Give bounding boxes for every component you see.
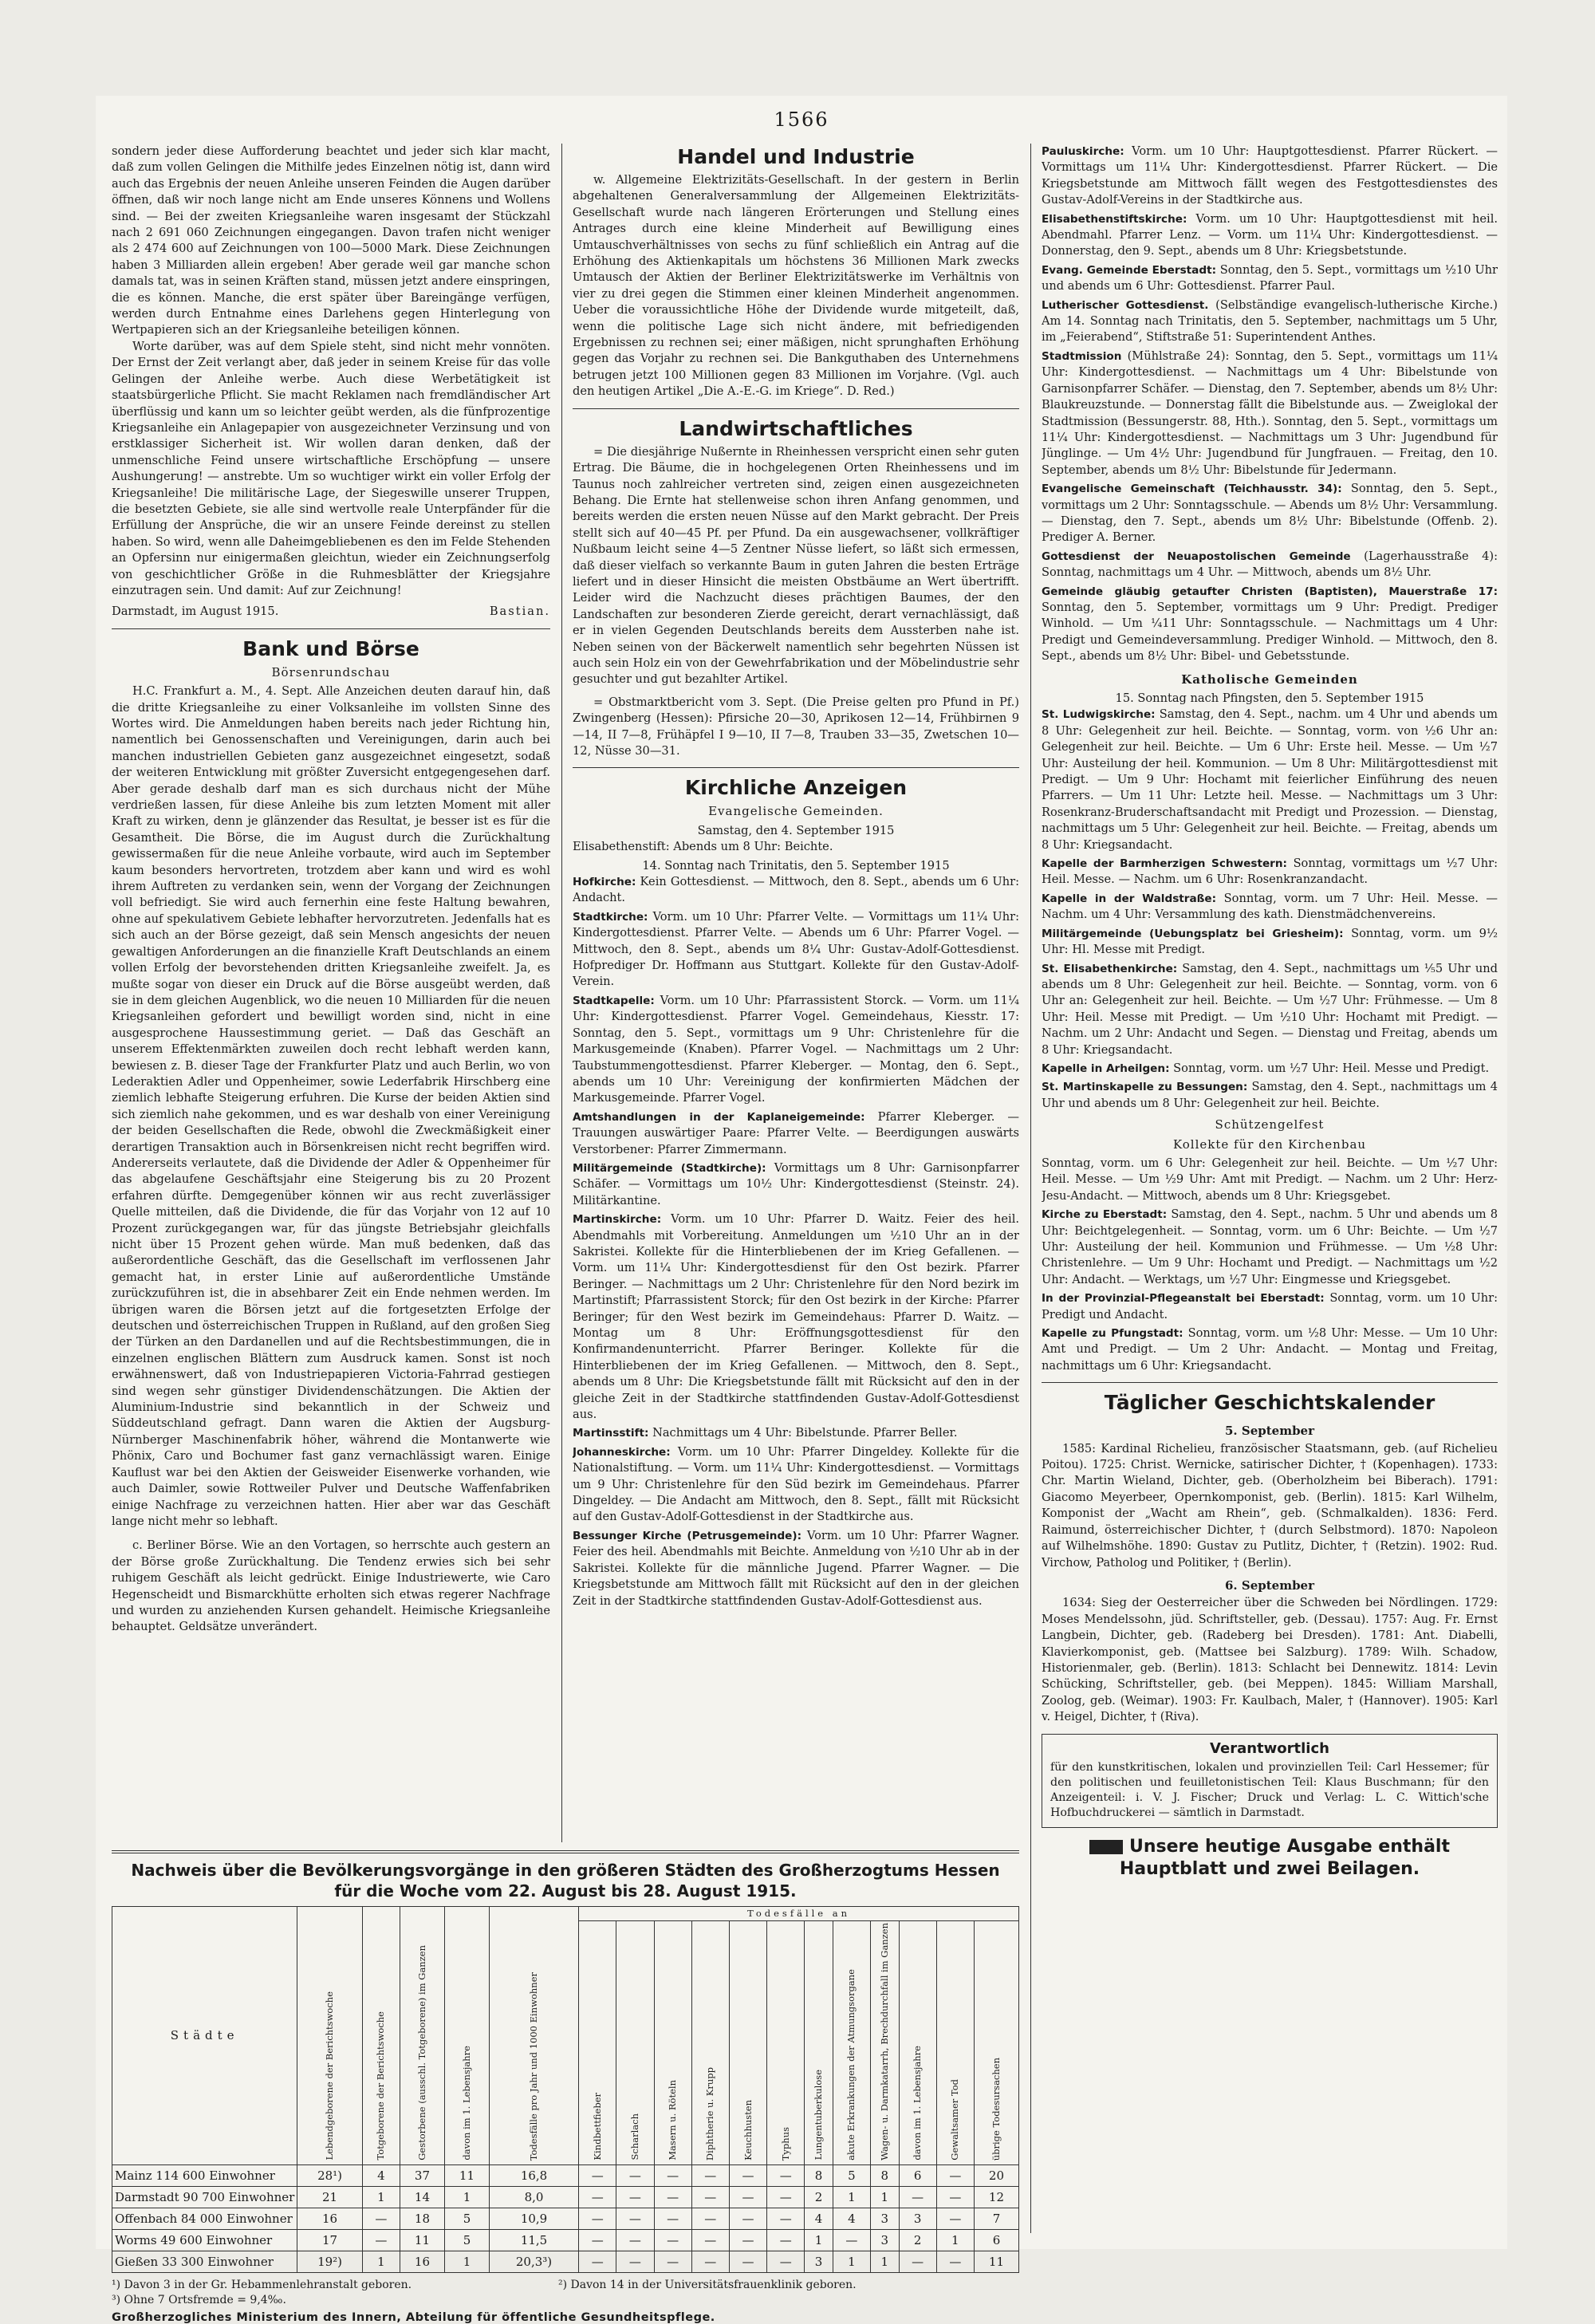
service-entry	[1042, 1061, 1498, 1077]
church-name: Evangelische Gemeinschaft (Teichhausstr. 34):	[1042, 483, 1342, 496]
value-cell: 4	[805, 2208, 833, 2229]
value-cell: 1	[833, 2251, 870, 2272]
service-text: Sonntag, den 5. Sept., vormittags um ½10 Uhr und abends um 6 Uhr: Gottesdienst. Pfarrer Paul.	[1042, 262, 1498, 293]
section-title-bank: Bank und Börse	[242, 636, 419, 660]
table-row	[112, 2229, 1019, 2251]
value-cell: 18	[400, 2208, 444, 2229]
city-cell: Darmstadt 90 700 Einwohner	[112, 2186, 297, 2208]
article-paragraph: H.C. Frankfurt a. M., 4. Sept. Alle Anzeichen deuten darauf hin, daß die dritte Kriegsanleihe zu einer Volksanleihe im vollsten Sinne des Wortes wird. Die Anmeldungen haben bereits nach jeder Richtung hin, namentlich bei Genossenschaften und Vereinigungen, darin auch bei manchen industriellen Gebieten ganz ausgezeichnet eingesetzt, sodaß der weiteren Entwicklung mit größter Zuversicht entgegengesehen darf. Aber gerade deshalb darf man es sich durchaus nicht der Mühe verdrießen lassen, für diese Anleihe bis zum letzten Moment mit aller Kraft zu wirken, denn je glänzender das Resultat, je besser ist es für die Gesamtheit. Die Börse, die im August durch die Zurückhaltung gewissermaßen für die neue Anleihe vorbaute, wird auch im September kaum besonders hervortreten, trotzdem aber kann und wird es wohl ihrem Auftreten zu verdanken sein, wenn der Vorgang der Zeichnungen voll befriedigt. Sie wird auch fernerhin eine feste Haltung bewahren, ohne auf spekulativem Gebiete lebhafter hervorzutreten. Jedenfalls hat es sich auch an der Börse gezeigt, daß sein Mensch angesichts der neuen gewaltigen Anforderungen an die finanzielle Kraft Deutschlands an einem vollen Erfolg der bevorstehenden dritten Kriegsanleihe zweifelt. Ja, es mußte sogar von dieser ein Druck auf die Börse ausgeübt werden, daß sie in dem gleichen Augenblick, wo die neuen 10 Milliarden für die neuen Kriegsanleihen gefordert und bewilligt worden sind, nicht in eine ausgesprochene Haussestimmung geriet. — Daß das Geschäft an unserem Effektenmärkten zuweilen doch recht lebhaft werden kann, bewiesen z. B. dieser Tage der Frankfurter Platz und auch Berlin, wo von Lederaktien Adler und Oppenheimer, sowie Lederfabrik Hirschberg eine ziemlich lebhafte Steigerung erfuhren. Die Kurse der beiden Aktien sind sich ziemlich nahe gekommen, und es war deshalb von einer Vereinigung der beiden Gesellschaften die Rede, obwohl die Zweckmäßigkeit einer derartigen Transaktion auch in Börsenkreisen nicht recht begriffen wird. Andererseits verlautete, daß die Dividende der Adler & Oppenheimer für das abgelaufene Geschäftsjahr eine Steigerung bis zu 20 Prozent erfahren dürfte. Demgegenüber können wir aus recht zuverlässiger Quelle mitteilen, daß die Dividende, die für das Vorjahr von 12 auf 10 Prozent zurückgegangen war, für das jüngste Betriebsjahr gleichfalls nicht über 15 Prozent gehen würde. Man muß bedenken, daß das außerordentliche Geschäft, das die Gesellschaft im verflossenen Jahr gemacht hat, in erster Linie auf außerordentliche Umstände zurückzuführen ist, die in absehbarer Zeit ein Ende nehmen werden. Im übrigen waren die Börsen jetzt auf die fortgesetzten Erfolge der deutschen und österreichischen Truppen in Rußland, auf den großen Sieg der Türken an den Dardanellen und auf die Rechtsbestimmungen, die in einzelnen englischen Blättern zum Ausdruck kamen. Sonst ist noch erwähnenswert, daß von Industriepapieren Victoria-Fahrrad gestiegen sind wegen sehr günstiger Dividendenschätzungen. Die Aktien der Aluminium-Industrie sind bekanntlich in der Schweiz und Süddeutschland gefragt. Dann waren die Aktien der Augsburg-Nürnberger Maschinenfabrik höher, während die Montanwerte wie Phönix, Caro und Bochumer fast ganz vernachlässigt waren. Einige Kauflust war bei den Aktien der Geisweider Eisenwerke vorhanden, wie auch Daimler, sowie Rottweiler Pulver und Deutsche Waffenfabriken einige Nachfrage zu verzeichnen hatten. Hier aber war das Geschäft lange nicht mehr so lebhaft.	[112, 684, 550, 1528]
service-text: Samstag, den 4. Sept., nachmittags um ⅕5 Uhr und abends um 8 Uhr: Gelegenheit zur heil. Beichte. — Sonntag, vorm. von 6 Uhr an: Gelegenheit zur heil. Beichte. — Um ½7 Uhr: Frühmesse. — Um 8 Uhr: Heil. Messe mit Predigt. — Um ½10 Uhr: Hochamt mit Predigt. — Nachm. um 2 Uhr: Andacht und Segen. — Dienstag und Freitag, abends um 8 Uhr: Kriegsandacht.	[1042, 961, 1498, 1057]
service-entry: Sonntag, vorm. um 6 Uhr: Gelegenheit zur heil. Beichte. — Um ½7 Uhr: Heil. Messe. — Um ½9 Uhr: Amt mit Predigt. — Nachm. um 2 Uhr: Herz-Jesu-Andacht. — Mittwoch, abends um 8 Uhr: Kriegsgebet.	[1042, 1156, 1498, 1203]
city-cell: Mainz 114 600 Einwohner	[112, 2164, 297, 2186]
value-cell: 5	[833, 2164, 870, 2186]
column-header: Diphtherie u. Krupp	[691, 1921, 729, 2165]
responsible-box	[1042, 1734, 1498, 1828]
service-text: Vorm. um 10 Uhr: Pfarrer Velte. — Vormittags um 11¼ Uhr: Kindergottesdienst. Pfarrer Velte. — Abends um 6 Uhr: Pfarrer Vogel. — Mittwoch, den 8. Sept., abends um 8¼ Uhr: Gustav-Adolf-Gottesdienst. Hofprediger Dr. Hoffmann aus Stuttgart. Kollekte für den Gustav-Adolf-Verein.	[573, 909, 1019, 989]
column-header: Gewaltsamer Tod	[936, 1921, 974, 2165]
value-cell: —	[616, 2186, 654, 2208]
value-cell: —	[616, 2229, 654, 2251]
value-cell: —	[767, 2164, 805, 2186]
divider	[573, 767, 1019, 768]
column-group-header: Todesfälle an	[579, 1907, 1019, 1921]
value-cell: 1	[805, 2229, 833, 2251]
column-header: Masern u. Röteln	[654, 1921, 691, 2165]
column-header: Todesfälle pro Jahr und 1000 Einwohner	[489, 1907, 578, 2165]
value-cell: —	[833, 2229, 870, 2251]
value-cell: —	[936, 2186, 974, 2208]
city-cell: Offenbach 84 000 Einwohner	[112, 2208, 297, 2229]
byline-author: Bastian.	[489, 605, 550, 619]
service-text: Vorm. um 10 Uhr: Pfarrassistent Storck. — Vorm. um 11¼ Uhr: Kindergottesdienst. Pfarrer Vogel. Gemeindehaus, Kiesstr. 17: Sonntag, den 5. Sept., vormittags um 9 Uhr: Christenlehre für die Markusgemeinde (Knaben). Pfarrer Vogel. — Nachmittags um 2 Uhr: Taubstummengottesdienst. Pfarrer Kleberger. — Montag, den 6. Sept., abends um 10 Uhr: Vereinigung der konfirmierten Mädchen der Markusgemeinde. Pfarrer Vogel.	[573, 993, 1019, 1105]
church-entries	[1042, 144, 1498, 665]
service-entry	[573, 1160, 1019, 1209]
church-name: Lutherischer Gottesdienst.	[1042, 298, 1209, 312]
service-text: Vormittags um 8 Uhr: Garnisonpfarrer Schäfer. — Vormittags um 10½ Uhr: Kindergottesdienst (Steinstr. 24). Militärkantine.	[573, 1160, 1019, 1207]
value-cell: —	[691, 2164, 729, 2186]
footnote: ³) Ohne 7 Ortsfremde = 9,4‰.	[112, 2293, 286, 2306]
value-cell: 16	[297, 2208, 362, 2229]
footnote: ²) Davon 14 in der Universitätsfrauenklinik geboren.	[558, 2278, 857, 2291]
service-entry	[1042, 481, 1498, 546]
church-name: Evang. Gemeinde Eberstadt:	[1042, 263, 1217, 277]
service-text: Sonntag, vorm. um ½8 Uhr: Messe. — Um 10 Uhr: Amt und Predigt. — Um 2 Uhr: Andacht. — Montag und Freitag, nachmittags um 6 Uhr: Kriegsandacht.	[1042, 1326, 1498, 1373]
service-text: Kein Gottesdienst. — Mittwoch, den 8. Sept., abends um 6 Uhr: Andacht.	[573, 875, 1019, 905]
value-cell: —	[654, 2229, 691, 2251]
service-text: Sonntag, vorm. um 9½ Uhr: Hl. Messe mit Predigt.	[1042, 926, 1498, 957]
calendar-text: 1634: Sieg der Oesterreicher über die Schweden bei Nördlingen. 1729: Moses Mendelssohn, jüd. Schriftsteller, geb. (Dessau). 1757: Aug. Fr. Ernst Langbein, Dichter, geb. (Radeberg bei Dresden). 1781: Ant. Diabelli, Klavierkomponist, geb. (Mattsee bei Salzburg). 1789: Wilh. Schadow, Historienmaler, geb. (Berlin). 1813: Schlacht bei Dennewitz. 1814: Levin Schücking, Schriftsteller, geb. (bei Meppen). 1845: William Marshall, Zoolog, geb. (Weimar). 1903: Fr. Kaulbach, Maler, † (Hannover). 1905: Karl v. Heigel, Dichter, † (Riva).	[1042, 1596, 1498, 1724]
calendar-date: 5. September	[1224, 1424, 1315, 1439]
article-paragraph: Worte darüber, was auf dem Spiele steht, sind nicht mehr vonnöten. Der Ernst der Zeit verlangt aber, daß jeder in seinem Kreise für das volle Gelingen der Anleihe werbe. Auch diese Werbetätigkeit ist staatsbürgerliche Pflicht. Sie macht Reklamen nach fremdländischer Art überflüssig und kann um so leichter geübt werden, als die fünfprozentige Kriegsanleihe ein Anlagepapier von ausgezeichneter Verzinsung und von erstklassiger Sicherheit ist. Wir wollen daran denken, daß der unmenschliche Feind unsere wirtschaftliche Erschöpfung — unsere Aushungerung! — anstrebte. Um so wuchtiger wirkt ein voller Erfolg der Kriegsanleihe! Die militärische Lage, der Siegeswille unserer Truppen, die besetzten Gebiete, sie alle sind wertvolle reale Unterpfänder für die Erfüllung der Ansprüche, die wir an unsere Feinde dereinst zu stellen haben. So wird, wenn alle Daheimgebliebenen es den im Felde Stehenden an Opfersinn nur einigermaßen gleichtun, wieder ein Zeichnungserfolg von geschichtlicher Größe in die Ruhmesblätter der Kriegsjahre einzutragen sein. Und damit: Auf zur Zeichnung!	[112, 339, 550, 597]
service-text: Samstag, den 4. Sept., nachm. 5 Uhr und abends um 8 Uhr: Beichtgelegenheit. — Sonntag, vorm. um 6 Uhr: Beichte. — Um ½7 Uhr: Austeilung der heil. Kommunion und Frühmesse. — Um ½8 Uhr: Christenlehre. — Um 9 Uhr: Hochamt und Predigt. — Nachmittags um ½2 Uhr: Andacht. — Werktags, um ½7 Uhr: Eingmesse und Kriegsgebet.	[1042, 1207, 1498, 1286]
service-entry	[573, 1444, 1019, 1526]
value-cell: 5	[444, 2229, 489, 2251]
value-cell: —	[691, 2251, 729, 2272]
church-name: Martinskirche:	[573, 1213, 662, 1227]
service-text: Sonntag, vorm. um ½7 Uhr: Heil. Messe und Predigt.	[1173, 1061, 1490, 1075]
church-entries	[1042, 707, 1498, 1112]
column-header: Lebendgeborene der Berichtswoche	[297, 1907, 362, 2165]
service-text: Vorm. um 10 Uhr: Pfarrer D. Waitz. Feier des heil. Abendmahls mit Vorbereitung. Anmeldungen um ½10 Uhr an in der Sakristei. Kollekte für die Hinterbliebenen der im Krieg Gefallenen. — Vorm. um 11¼ Uhr: Kindergottesdienst für den Ost bezirk. Pfarrer Beringer. — Nachmittags um 2 Uhr: Christenlehre für den Nord bezirk im Martinstift; Pfarrassistent Storck; für den Ost bezirk in der Kirche: Pfarrer Beringer; für den West bezirk im Gemeindehaus: Pfarrer D. Waitz. — Montag um 8 Uhr: Eröffnungsgottesdienst für den Konfirmandenunterricht. Pfarrer Beringer. Kollekte für die Hinterbliebenen der im Krieg Gefallenen. — Mittwoch, den 8. Sept., abends um 8 Uhr: Die Kriegsbetstunde fällt mit Rücksicht auf den in der gleiche Zeit in der Stadtkirche stattfindenden Gustav-Adolf-Gottesdienst aus.	[573, 1212, 1019, 1422]
value-cell: —	[729, 2208, 766, 2229]
newspaper-page	[96, 96, 1507, 2324]
value-cell: —	[691, 2186, 729, 2208]
divider	[112, 1850, 1019, 1853]
column-header: davon im 1. Lebensjahre	[899, 1921, 936, 2165]
column-rule	[561, 144, 562, 1842]
value-cell: 6	[899, 2164, 936, 2186]
service-text: (Mühlstraße 24): Sonntag, den 5. Sept., vormittags um 11¼ Uhr: Kindergottesdienst. — Nachmittags um 4 Uhr: Bibelstunde von Garnisonpfarrer Schäfer. — Dienstag, den 7. September, abends um 8½ Uhr: Blaukreuzstunde. — Donnerstag fällt die Bibelstunde aus. — Zweiglokal der Stadtmission (Bessungerstr. 88, Hth.). Sonntag, den 5. Sept., vormittags um 11¼ Uhr: Kindergottesdienst. — Nachmittags um 3 Uhr: Jugendbund für Jünglinge. — Um 4½ Uhr: Jugendbund für Jungfrauen. — Freitag, den 10. September, abends um 8½ Uhr: Bibelstunde für Jedermann.	[1042, 349, 1498, 477]
church-name: St. Elisabethenkirche:	[1042, 962, 1178, 975]
church-name: Gottesdienst der Neuapostolischen Gemeinde	[1042, 549, 1351, 563]
edition-notice	[1042, 1836, 1498, 1881]
value-cell: 3	[805, 2251, 833, 2272]
service-text: Nachmittags um 4 Uhr: Bibelstunde. Pfarrer Beller.	[652, 1426, 958, 1440]
section-title-handel: Handel und Industrie	[677, 145, 915, 168]
divider	[573, 408, 1019, 409]
value-cell: —	[362, 2208, 400, 2229]
service-entry	[1042, 856, 1498, 888]
service-text: Sonntag, vormittags um ½7 Uhr: Heil. Messe. — Nachm. um 6 Uhr: Rosenkranzandacht.	[1042, 857, 1498, 887]
value-cell: 3	[871, 2229, 900, 2251]
table-row	[112, 2164, 1019, 2186]
value-cell: 7	[974, 2208, 1018, 2229]
responsible-text: für den kunstkritischen, lokalen und provinziellen Teil: Carl Hessemer; für den politischen und feuilletonistischen Teil: Klaus Buschmann; für den Anzeigenteil: i. V. J. Fischer; Druck und Verlag: L. C. Wittich'sche Hofbuchdruckerei — sämtlich in Darmstadt.	[1050, 1760, 1489, 1819]
service-text: Sonntag, vorm. um 10 Uhr: Predigt und Andacht.	[1042, 1291, 1498, 1322]
calendar-text: 1585: Kardinal Richelieu, französischer Staatsmann, geb. (auf Richelieu Poitou). 1725: Christ. Wernicke, satirischer Dichter, † (Kopenhagen). 1733: Chr. Martin Wieland, Dichter, geb. (Oberholzheim bei Biberach). 1791: Giacomo Meyerbeer, Opernkomponist, geb. (Berlin). 1815: Karl Wilhelm, Komponist der „Wacht am Rhein“, geb. (Schmalkalden). 1836: Ferd. Raimund, österreichischer Dichter, † (durch Selbstmord). 1870: Napoleon auf Wilhelmshöhe. 1890: Gustav zu Putlitz, Dichter, † (Retzin). 1902: Rud. Virchow, Patholog und Politiker, † (Berlin).	[1042, 1441, 1498, 1570]
value-cell: —	[362, 2229, 400, 2251]
value-cell: 11	[400, 2229, 444, 2251]
service-text: Pfarrer Kleberger. — Trauungen auswärtiger Paare: Pfarrer Velte. — Beerdigungen auswärts Verstorbener: Pfarrer Zimmermann.	[573, 1109, 1019, 1156]
divider	[1042, 1382, 1498, 1383]
service-text: Vorm. um 10 Uhr: Pfarrer Dingeldey. Kollekte für die Nationalstiftung. — Vorm. um 11¼ Uhr: Kindergottesdienst. — Vormittags um 9 Uhr: Christenlehre für den Süd bezirk im Gemeindehaus. Pfarrer Dingeldey. — Die Andacht am Mittwoch, den 8. Sept., fällt mit Rücksicht auf den Gustav-Adolf-Gottesdienst in der Stadtkirche aus.	[573, 1444, 1019, 1524]
city-cell: Gießen 33 300 Einwohner	[112, 2251, 297, 2272]
history-calendar	[1042, 1423, 1498, 1725]
church-name: Gemeinde gläubig getaufter Christen (Baptisten), Mauerstraße 17:	[1042, 585, 1498, 598]
value-cell: 12	[974, 2186, 1018, 2208]
value-cell: 14	[400, 2186, 444, 2208]
value-cell: 6	[974, 2229, 1018, 2251]
section-title-kirchlich: Kirchliche Anzeigen	[684, 776, 908, 800]
value-cell: 1	[871, 2186, 900, 2208]
value-cell: —	[654, 2251, 691, 2272]
church-entries	[1042, 1207, 1498, 1374]
value-cell: 1	[362, 2186, 400, 2208]
service-entry	[1042, 707, 1498, 853]
calendar-date: 6. September	[1224, 1578, 1315, 1593]
service-entry	[1042, 1207, 1498, 1288]
stats-title: Nachweis über die Bevölkerungsvorgänge in den größeren Städten des Großherzogtums Hessen	[131, 1861, 1000, 1880]
stats-footnotes	[112, 2278, 1019, 2308]
service-entry	[1042, 549, 1498, 581]
value-cell: —	[767, 2186, 805, 2208]
column-header-city: Städte	[112, 1907, 297, 2165]
value-cell: 2	[805, 2186, 833, 2208]
column-header: Scharlach	[616, 1921, 654, 2165]
value-cell: 16,8	[489, 2164, 578, 2186]
church-name: Stadtkapelle:	[573, 994, 655, 1007]
service-entry	[573, 1528, 1019, 1609]
service-text: Samstag, den 4. Sept., nachmittags um 4 Uhr und abends um 8 Uhr: Gelegenheit zur heil. Beichte.	[1042, 1080, 1498, 1110]
value-cell: 21	[297, 2186, 362, 2208]
church-name: Hofkirche:	[573, 876, 636, 889]
value-cell: —	[729, 2251, 766, 2272]
value-cell: —	[936, 2208, 974, 2229]
value-cell: 16	[400, 2251, 444, 2272]
value-cell: —	[654, 2164, 691, 2186]
value-cell: 3	[899, 2208, 936, 2229]
column-right	[1042, 144, 1498, 2233]
column-header: Gestorbene (ausschl. Totgeborene) im Ganzen	[400, 1907, 444, 2165]
service-entry	[573, 1109, 1019, 1158]
church-name: St. Ludwigskirche:	[1042, 708, 1156, 722]
divider	[112, 628, 550, 629]
value-cell: —	[936, 2164, 974, 2186]
stats-table	[112, 1906, 1019, 2273]
stats-source: Großherzogliches Ministerium des Innern, Abteilung für öffentliche Gesundheitspflege.	[112, 2310, 715, 2324]
column-header: Kindbettfieber	[579, 1921, 616, 2165]
value-cell: 1	[871, 2251, 900, 2272]
value-cell: 4	[833, 2208, 870, 2229]
value-cell: —	[579, 2229, 616, 2251]
church-name: Kapelle in der Waldstraße:	[1042, 892, 1217, 905]
column-header: Typhus	[767, 1921, 805, 2165]
value-cell: 10,9	[489, 2208, 578, 2229]
service-entry	[573, 1211, 1019, 1423]
column-middle	[573, 144, 1019, 1842]
value-cell: 5	[444, 2208, 489, 2229]
service-entry	[1042, 926, 1498, 959]
service-text: Vorm. um 10 Uhr: Hauptgottesdienst mit heil. Abendmahl. Pfarrer Lenz. — Vorm. um 11¼ Uhr: Kindergottesdienst. — Donnerstag, den 9. Sept., abends um 8 Uhr: Kriegsbetstunde.	[1042, 211, 1498, 258]
service-entry	[1042, 144, 1498, 209]
value-cell: —	[691, 2208, 729, 2229]
value-cell: 3	[871, 2208, 900, 2229]
value-cell: —	[691, 2229, 729, 2251]
church-name: St. Martinskapelle zu Bessungen:	[1042, 1081, 1248, 1094]
column-header: übrige Todesursachen	[974, 1921, 1018, 2165]
church-name: Kapelle in Arheilgen:	[1042, 1062, 1170, 1075]
service-date: 14. Sonntag nach Trinitatis, den 5. September 1915	[642, 858, 950, 872]
church-name: Martinsstift:	[573, 1427, 649, 1440]
article-paragraph: c. Berliner Börse. Wie an den Vortagen, so herrschte auch gestern an der Börse große Zurückhaltung. Die Tendenz erwies sich bei sehr ruhigem Geschäft als leicht gedrückt. Einige Industriewerte, wie Caro Hegenscheidt und Bismarckhütte erholten sich etwas regerer Nachfrage und wurden zu anziehenden Kursen gehandelt. Heimische Kriegsanleihe behauptet. Geldsätze unverändert.	[112, 1538, 550, 1634]
service-entry: Elisabethenstift: Abends um 8 Uhr: Beichte.	[573, 840, 833, 854]
service-entry	[1042, 891, 1498, 924]
article-paragraph: sondern jeder diese Aufforderung beachtet und jeder sich klar macht, daß zum vollen Gelingen die Mithilfe jedes Einzelnen nötig ist, dann wird auch das Ergebnis der neuen Anleihe unseren Feinden die Augen darüber öffnen, daß wir noch lange nicht am Ende unseres Könnens und Wollens sind. — Bei der zweiten Kriegsanleihe waren insgesamt der Stückzahl nach 2 691 060 Zeichnungen eingegangen. Davon trafen nicht weniger als 2 474 600 auf Zeichnungen von 100—5000 Mark. Diese Zeichnungen haben 3 Milliarden allein ergeben! Aber gerade weil gar manche schon damals tat, was in seinen Kräften stand, müssen jetzt andere einspringen, die es können. Manche, die erst später über Bareingänge verfügen, werden durch Entnahme eines Darlehens gegen Hinterlegung von Wertpapieren sich an der Kriegsanleihe beteiligen können.	[112, 144, 550, 337]
service-entry	[1042, 349, 1498, 479]
service-entry	[573, 1425, 1019, 1441]
church-name: Johanneskirche:	[573, 1445, 671, 1459]
service-text: Sonntag, den 5. Sept., vormittags um 2 Uhr: Sonntagsschule. — Abends um 8½ Uhr: Versammlung. — Dienstag, den 7. Sept., abends um 8½ Uhr: Bibelstunde (Offenb. 2). Prediger A. Berner.	[1042, 482, 1498, 545]
article-byline	[112, 604, 550, 620]
service-entry	[1042, 584, 1498, 665]
church-name: Elisabethenstiftskirche:	[1042, 212, 1187, 226]
value-cell: —	[729, 2229, 766, 2251]
section-subtitle: Börsenrundschau	[271, 664, 391, 679]
value-cell: 11	[974, 2251, 1018, 2272]
church-name: Kapelle der Barmherzigen Schwestern:	[1042, 857, 1287, 871]
schuetzengelfest-title: Schützengelfest	[1215, 1117, 1325, 1132]
column-header: Keuchhusten	[729, 1921, 766, 2165]
service-entry	[1042, 211, 1498, 260]
service-entry	[573, 909, 1019, 991]
service-entry	[1042, 1290, 1498, 1323]
value-cell: 8,0	[489, 2186, 578, 2208]
value-cell: —	[767, 2208, 805, 2229]
value-cell: —	[899, 2251, 936, 2272]
column-header: Totgeborene der Berichtswoche	[362, 1907, 400, 2165]
value-cell: —	[579, 2186, 616, 2208]
article-paragraph: = Die diesjährige Nußernte in Rheinhessen verspricht einen sehr guten Ertrag. Die Bäume, die in hochgelegenen Orten Rheinhessens und im Taunus noch zahlreicher vertreten sind, zeigen einen ausgezeichneten Behang. Die Ernte hat stellenweise schon ihren Anfang genommen, und bereits werden die ersten neuen Nüsse auf den Markt gebracht. Der Preis stellt sich auf 40—45 Pf. per Pfund. Da ein ausgewachsener, vollkräftiger Nußbaum leicht seine 4—5 Zentner Nüsse liefert, so läßt sich ermessen, daß dieser vielfach so verkannte Baum in guten Jahren die besten Erträge liefert und in dieser Hinsicht die meisten Obstbäume an Wert übertrifft. Leider wird die Nachzucht dieses prächtigen Baumes, der den Landschaften zur besonderen Zierde gereicht, derart vernachlässigt, daß er in vielen Gegenden Deutschlands bereits dem Aussterben nahe ist. Neben seinen von der Bäckerwelt namentlich sehr begehrten Nüssen ist auch sein Holz ein von der Gewehrfabrikation und der Möbelindustrie sehr gesuchter und gut bezahlter Artikel.	[573, 444, 1019, 687]
church-name: Stadtmission	[1042, 349, 1122, 363]
value-cell: 11,5	[489, 2229, 578, 2251]
value-cell: —	[654, 2186, 691, 2208]
value-cell: 1	[936, 2229, 974, 2251]
section-title-kalender: Täglicher Geschichtskalender	[1104, 1391, 1436, 1415]
service-entry	[1042, 297, 1498, 346]
church-name: Militärgemeinde (Stadtkirche):	[573, 1161, 766, 1175]
value-cell: 28¹)	[297, 2164, 362, 2186]
value-cell: —	[729, 2186, 766, 2208]
value-cell: —	[899, 2186, 936, 2208]
church-name: Militärgemeinde (Uebungsplatz bei Griesheim):	[1042, 927, 1344, 940]
population-stats	[112, 1850, 1019, 2324]
value-cell: 20	[974, 2164, 1018, 2186]
footnote: ¹) Davon 3 in der Gr. Hebammenlehranstalt geboren.	[112, 2278, 412, 2291]
service-entry	[1042, 1325, 1498, 1374]
column-header: akute Erkrankungen der Atmungsorgane	[833, 1921, 870, 2165]
value-cell: —	[767, 2229, 805, 2251]
value-cell: 37	[400, 2164, 444, 2186]
value-cell: —	[616, 2208, 654, 2229]
value-cell: —	[616, 2251, 654, 2272]
value-cell: 4	[362, 2164, 400, 2186]
value-cell: 1	[444, 2186, 489, 2208]
article-paragraph: = Obstmarktbericht vom 3. Sept. (Die Preise gelten pro Pfund in Pf.) Zwingenberg (Hessen): Pfirsiche 20—30, Aprikosen 12—14, Frühbirnen 9—14, II 7—8, Frühäpfel I 9—10, II 7—8, Trauben 33—35, Zwetschen 10—12, Nüsse 30—31.	[573, 695, 1019, 758]
responsible-title: Verantwortlich	[1210, 1739, 1329, 1757]
service-entry	[1042, 1079, 1498, 1112]
byline-place: Darmstadt, im August 1915.	[112, 605, 279, 619]
value-cell: 19²)	[297, 2251, 362, 2272]
value-cell: 8	[871, 2164, 900, 2186]
church-name: Amtshandlungen in der Kaplaneigemeinde:	[573, 1110, 865, 1124]
service-entry	[1042, 961, 1498, 1058]
column-rule	[1030, 144, 1031, 2233]
value-cell: 20,3³)	[489, 2251, 578, 2272]
service-text: (Lagerhausstraße 4): Sonntag, nachmittags um 4 Uhr. — Mittwoch, abends um 8½ Uhr.	[1042, 549, 1498, 580]
value-cell: —	[729, 2164, 766, 2186]
value-cell: 1	[444, 2251, 489, 2272]
city-cell: Worms 49 600 Einwohner	[112, 2229, 297, 2251]
column-header: Wagen- u. Darmkatarrh, Brechdurchfall im Ganzen	[871, 1921, 900, 2165]
value-cell: 8	[805, 2164, 833, 2186]
church-name: Pauluskirche:	[1042, 145, 1124, 158]
service-entry	[573, 993, 1019, 1107]
church-name: In der Provinzial-Pflegeanstalt bei Eberstadt:	[1042, 1292, 1325, 1306]
column-header: Lungentuberkulose	[805, 1921, 833, 2165]
service-date: Samstag, den 4. September 1915	[697, 823, 895, 837]
value-cell: —	[654, 2208, 691, 2229]
church-name: Stadtkirche:	[573, 910, 648, 924]
section-title-landwirtschaft: Landwirtschaftliches	[679, 416, 913, 440]
page-number: 1566	[774, 108, 829, 131]
value-cell: —	[579, 2164, 616, 2186]
service-text: Samstag, den 4. Sept., nachm. um 4 Uhr und abends um 8 Uhr: Gelegenheit zur heil. Beichte. — Sonntag, vorm. von ½6 Uhr an: Gelegenheit zur heil. Beichte. — Um 6 Uhr: Erste heil. Messe. — Um ½7 Uhr: Austeilung der heil. Kommunion. — Um 8 Uhr: Militärgottesdienst mit Predigt. — Um 9 Uhr: Hochamt mit feierlicher Einführung des neuen Pfarrers. — Um 11 Uhr: Letzte heil. Messe. — Nachmittags um 3 Uhr: Rosenkranz-Bruderschaftsandacht mit Predigt und Prozession. — Dienstag, nachmittags um 5 Uhr: Gelegenheit zur heil. Beichte. — Freitag, abends um 8 Uhr: Kriegsandacht.	[1042, 707, 1498, 852]
edition-notice-text: Unsere heutige Ausgabe enthält Hauptblatt und zwei Beilagen.	[1119, 1836, 1450, 1879]
service-text: Vorm. um 10 Uhr: Pfarrer Wagner. Feier des heil. Abendmahls mit Beichte. Anmeldung von ½10 Uhr ab in der Sakristei. Kollekte für die männliche Jugend. Pfarrer Wagner. — Die Kriegsbetstunde am Mittwoch fällt mit Rücksicht auf den in der gleichen Zeit in der Stadtkirche stattfindenden Gustav-Adolf-Gottesdienst aus.	[573, 1528, 1019, 1608]
stats-title-week: für die Woche vom 22. August bis 28. August 1915.	[334, 1881, 797, 1901]
value-cell: 11	[444, 2164, 489, 2186]
table-row	[112, 2186, 1019, 2208]
column-left	[112, 144, 550, 1842]
church-name: Kirche zu Eberstadt:	[1042, 1208, 1168, 1222]
value-cell: —	[579, 2251, 616, 2272]
service-date: 15. Sonntag nach Pfingsten, den 5. September 1915	[1115, 691, 1424, 705]
service-text: Sonntag, vorm. um 7 Uhr: Heil. Messe. — Nachm. um 4 Uhr: Versammlung des kath. Dienstmädchenvereins.	[1042, 891, 1498, 922]
value-cell: 2	[899, 2229, 936, 2251]
column-header: davon im 1. Lebensjahre	[444, 1907, 489, 2165]
church-name: Kapelle zu Pfungstadt:	[1042, 1327, 1183, 1341]
church-name: Bessunger Kirche (Petrusgemeinde):	[573, 1529, 802, 1542]
value-cell: —	[936, 2251, 974, 2272]
service-entry	[573, 874, 1019, 907]
service-entry	[1042, 262, 1498, 295]
service-text: Vorm. um 10 Uhr: Hauptgottesdienst. Pfarrer Rückert. — Vormittags um 11¼ Uhr: Kindergottesdienst. Pfarrer Rückert. — Die Kriegsbetstunde am Mittwoch fällt wegen des Festgottesdienstes des Gustav-Adolf-Vereins in der Stadtkirche aus.	[1042, 144, 1498, 207]
value-cell: —	[616, 2164, 654, 2186]
church-entries	[573, 874, 1019, 1609]
article-paragraph: w. Allgemeine Elektrizitäts-Gesellschaft. In der gestern in Berlin abgehaltenen Generalversammlung der Allgemeinen Elektrizitäts-Gesellschaft wurde nach längeren Erörterungen und Stellung eines Antrages durch eine kleine Minderheit auf Bewilligung eines Umtauschverhältnisses von sechs zu fünf schließlich ein Antrag auf die Erhöhung des Aktienkapitals um höchstens 36 Millionen Mark zwecks Umtausch der Aktien der Berliner Elektrizitätswerke im Verhältnis von vier zu drei gegen die Stimmen einer kleinen Minderheit angenommen. Ueber die voraussichtliche Höhe der Dividende wurde mitgeteilt, daß, wenn die politische Lage sich nicht ändere, mit befriedigenden Ergebnissen zu rechnen sei; einer mäßigen, nicht sprunghaften Erhöhung gegen das Vorjahr zu rechnen sei. Die Bankguthaben des Unternehmens betrugen jetzt 100 Millionen gegen 83 Millionen im Vorjahre. (Vgl. auch den heutigen Artikel „Die A.-E.-G. im Kriege“. D. Red.)	[573, 173, 1019, 399]
section-subtitle: Evangelische Gemeinden.	[708, 804, 884, 819]
schuetzengelfest-subtitle: Kollekte für den Kirchenbau	[1172, 1136, 1367, 1152]
value-cell: —	[579, 2208, 616, 2229]
value-cell: 1	[362, 2251, 400, 2272]
service-text: Sonntag, den 5. September, vormittags um 9 Uhr: Predigt. Prediger Winhold. — Um ¼11 Uhr: Sonntagsschule. — Nachmittags um 4 Uhr: Predigt und Gemeindeversammlung. Prediger Winhold. — Mittwoch, den 8. Sept., abends um 8½ Uhr: Bibel- und Gebetsstunde.	[1042, 600, 1498, 664]
pointing-hand-icon	[1089, 1840, 1123, 1854]
service-text: (Selbständige evangelisch-lutherische Kirche.) Am 14. Sonntag nach Trinitatis, den 5. September, nachmittags um 5 Uhr, im „Feierabend“, Stiftstraße 51: Superintendent Anthes.	[1042, 297, 1498, 345]
table-row	[112, 2208, 1019, 2229]
table-row	[112, 2251, 1019, 2272]
value-cell: 1	[833, 2186, 870, 2208]
value-cell: —	[767, 2251, 805, 2272]
section-subtitle-katholisch: Katholische Gemeinden	[1181, 672, 1358, 687]
value-cell: 17	[297, 2229, 362, 2251]
